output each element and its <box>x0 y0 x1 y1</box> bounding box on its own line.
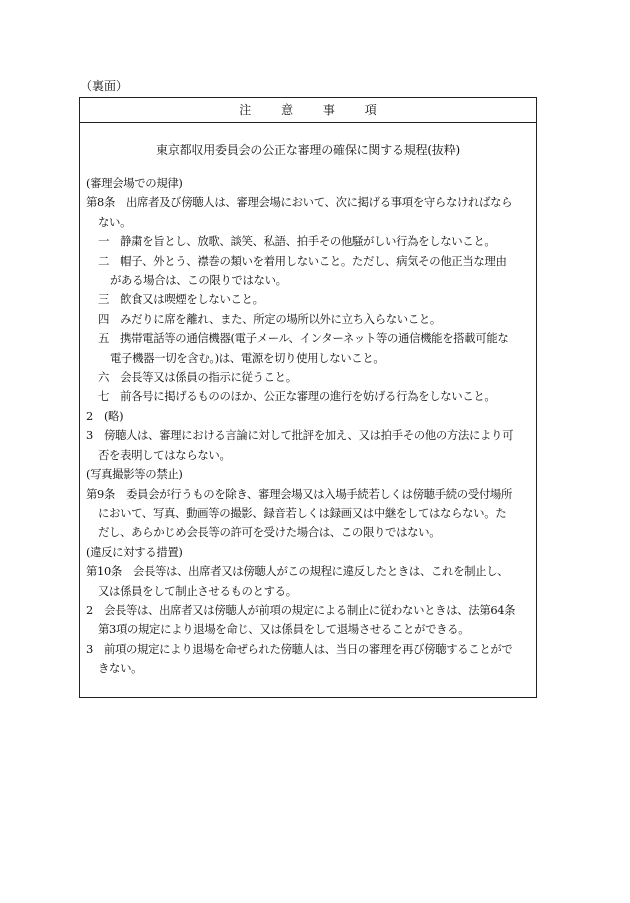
regulation-line: がある場合は、この限りではない。 <box>110 273 287 288</box>
regulation-line: 五 携帯電話等の通信機器(電子メール、インターネット等の通信機能を搭載可能な <box>98 331 509 346</box>
back-side-label: （裏面） <box>80 79 129 93</box>
regulation-line: 電子機器一切を含む。)は、電源を切り使用しないこと。 <box>110 350 385 365</box>
regulation-line: 否を表明してはならない。 <box>98 447 231 462</box>
regulation-line: 二 帽子、外とう、襟巻の類いを着用しないこと。ただし、病気その他正当な理由 <box>98 253 507 268</box>
regulation-line: 七 前各号に掲げるもののほか、公正な審理の進行を妨げる行為をしないこと。 <box>98 389 496 404</box>
regulation-line: ない。 <box>98 214 132 229</box>
regulation-line: きない。 <box>98 661 143 676</box>
regulation-line: 第10条 会長等は、出席者又は傍聴人がこの規程に違反したときは、これを制止し、 <box>86 564 509 579</box>
regulation-line: 3 傍聴人は、審理における言論に対して批評を加え、又は拍手その他の方法により可 <box>86 428 514 443</box>
section-heading: (写真撮影等の禁止) <box>86 467 183 482</box>
regulation-line: 第8条 出席者及び傍聴人は、審理会場において、次に掲げる事項を守らなければなら <box>86 195 513 210</box>
regulation-line: 六 会長等又は係員の指示に従うこと。 <box>98 370 297 385</box>
regulation-line: 一 静粛を旨とし、放歌、談笑、私語、拍手その他騒がしい行為をしないこと。 <box>98 234 496 249</box>
regulation-title: 東京都収用委員会の公正な審理の確保に関する規程(抜粋) <box>156 143 460 157</box>
regulation-line: 三 飲食又は喫煙をしないこと。 <box>98 292 264 307</box>
regulation-line: 四 みだりに席を離れ、また、所定の場所以外に立ち入らないこと。 <box>98 311 441 326</box>
regulation-line: 第9条 委員会が行うものを除き、審理会場又は入場手続若しくは傍聴手続の受付場所 <box>86 486 512 501</box>
regulation-line: だし、あらかじめ会長等の許可を受けた場合は、この限りではない。 <box>98 525 441 540</box>
regulation-text <box>80 174 536 679</box>
section-heading: (違反に対する措置) <box>86 544 183 559</box>
regulation-line: 又は係員をして制止させるものとする。 <box>98 583 297 598</box>
regulation-line: 2 会長等は、出席者又は傍聴人が前項の規定による制止に従わないときは、法第64条 <box>86 602 516 617</box>
regulation-line: において、写真、動画等の撮影、録音若しくは録画又は中継をしてはならない。た <box>98 505 507 520</box>
regulation-line: 2 (略) <box>86 408 124 423</box>
notice-box <box>79 97 537 698</box>
regulation-line: 3 前項の規定により退場を命ぜられた傍聴人は、当日の審理を再び傍聴することがで <box>86 641 513 656</box>
notice-title: 注 意 事 項 <box>80 98 536 123</box>
section-heading: (審理会場での規律) <box>86 176 183 190</box>
regulation-line: 第3項の規定により退場を命じ、又は係員をして退場させることができる。 <box>98 622 470 637</box>
